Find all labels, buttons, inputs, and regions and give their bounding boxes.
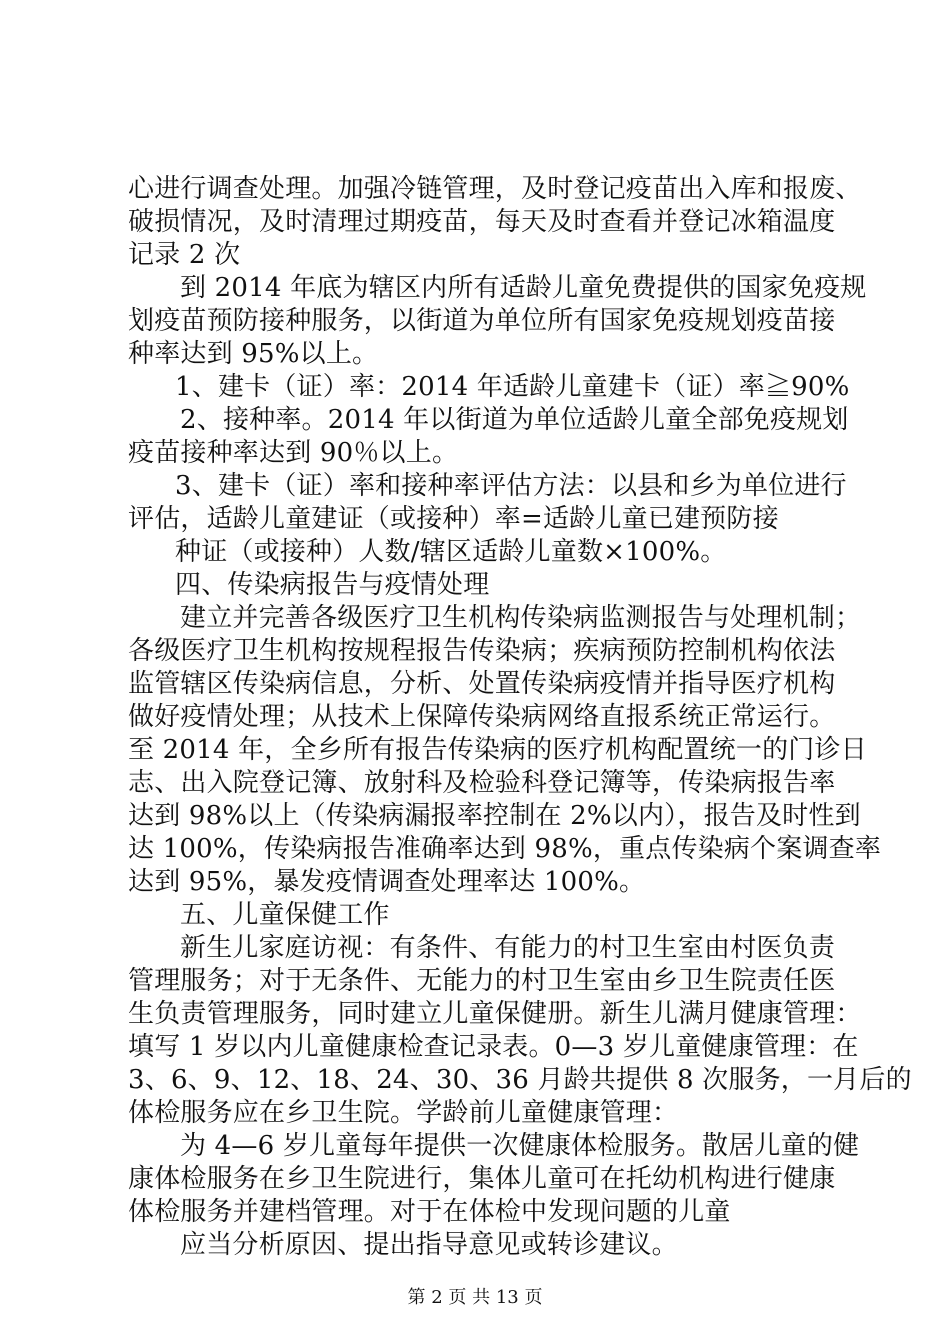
text-line: 为 4—6 岁儿童每年提供一次健康体检服务。散居儿童的健 (180, 1131, 860, 1161)
page-footer: 第 2 页 共 13 页 (407, 1287, 543, 1308)
text-line: 记录 2 次 (128, 240, 241, 270)
text-line: 达到 95%，暴发疫情调查处理率达 100%。 (128, 867, 646, 897)
list-item: 3、建卡（证）率和接种率评估方法：以县和乡为单位进行 (175, 471, 847, 501)
text-line: 康体检服务在乡卫生院进行，集体儿童可在托幼机构进行健康 (128, 1164, 836, 1194)
section-heading: 四、传染病报告与疫情处理 (175, 570, 490, 600)
text-line: 种率达到 95%以上。 (128, 339, 379, 369)
text-line: 至 2014 年，全乡所有报告传染病的医疗机构配置统一的门诊日 (128, 735, 867, 765)
text-line: 达 100%，传染病报告准确率达到 98%，重点传染病个案调查率 (128, 834, 882, 864)
list-item: 2、接种率。2014 年以街道为单位适龄儿童全部免疫规划 (180, 405, 849, 435)
text-line: 生负责管理服务，同时建立儿童保健册。新生儿满月健康管理： (128, 999, 862, 1029)
list-item: 1、建卡（证）率：2014 年适龄儿童建卡（证）率≧90% (175, 372, 850, 402)
text-line: 3、6、9、12、18、24、30、36 月龄共提供 8 次服务，一月后的 (128, 1065, 912, 1095)
text-line: 各级医疗卫生机构按规程报告传染病；疾病预防控制机构依法 (128, 636, 836, 666)
text-line: 体检服务应在乡卫生院。学龄前儿童健康管理： (128, 1098, 679, 1128)
text-line: 达到 98%以上（传染病漏报率控制在 2%以内），报告及时性到 (128, 801, 861, 831)
text-line: 心进行调查处理。加强冷链管理，及时登记疫苗出入库和报废、 (128, 174, 862, 204)
text-line: 到 2014 年底为辖区内所有适龄儿童免费提供的国家免疫规 (180, 273, 867, 303)
text-line: 体检服务并建档管理。对于在体检中发现问题的儿童 (128, 1197, 731, 1227)
text-line: 做好疫情处理；从技术上保障传染病网络直报系统正常运行。 (128, 702, 836, 732)
text-line: 监管辖区传染病信息，分析、处置传染病疫情并指导医疗机构 (128, 669, 836, 699)
text-line: 应当分析原因、提出指导意见或转诊建议。 (180, 1230, 678, 1260)
text-line: 种证（或接种）人数/辖区适龄儿童数×100%。 (175, 537, 727, 567)
text-line: 管理服务；对于无条件、无能力的村卫生室由乡卫生院责任医 (128, 966, 836, 996)
section-heading: 五、儿童保健工作 (180, 900, 390, 930)
text-line: 评估，适龄儿童建证（或接种）率=适龄儿童已建预防接 (128, 504, 779, 534)
text-line: 志、出入院登记簿、放射科及检验科登记簿等，传染病报告率 (128, 768, 836, 798)
text-line: 建立并完善各级医疗卫生机构传染病监测报告与处理机制； (180, 603, 862, 633)
text-line: 划疫苗预防接种服务，以街道为单位所有国家免疫规划疫苗接 (128, 306, 836, 336)
text-line: 新生儿家庭访视：有条件、有能力的村卫生室由村医负责 (180, 933, 836, 963)
text-line: 破损情况，及时清理过期疫苗，每天及时查看并登记冰箱温度 (128, 207, 836, 237)
text-line: 疫苗接种率达到 90％以上。 (128, 438, 459, 468)
text-line: 填写 1 岁以内儿童健康检查记录表。0—3 岁儿童健康管理：在 (128, 1032, 859, 1062)
